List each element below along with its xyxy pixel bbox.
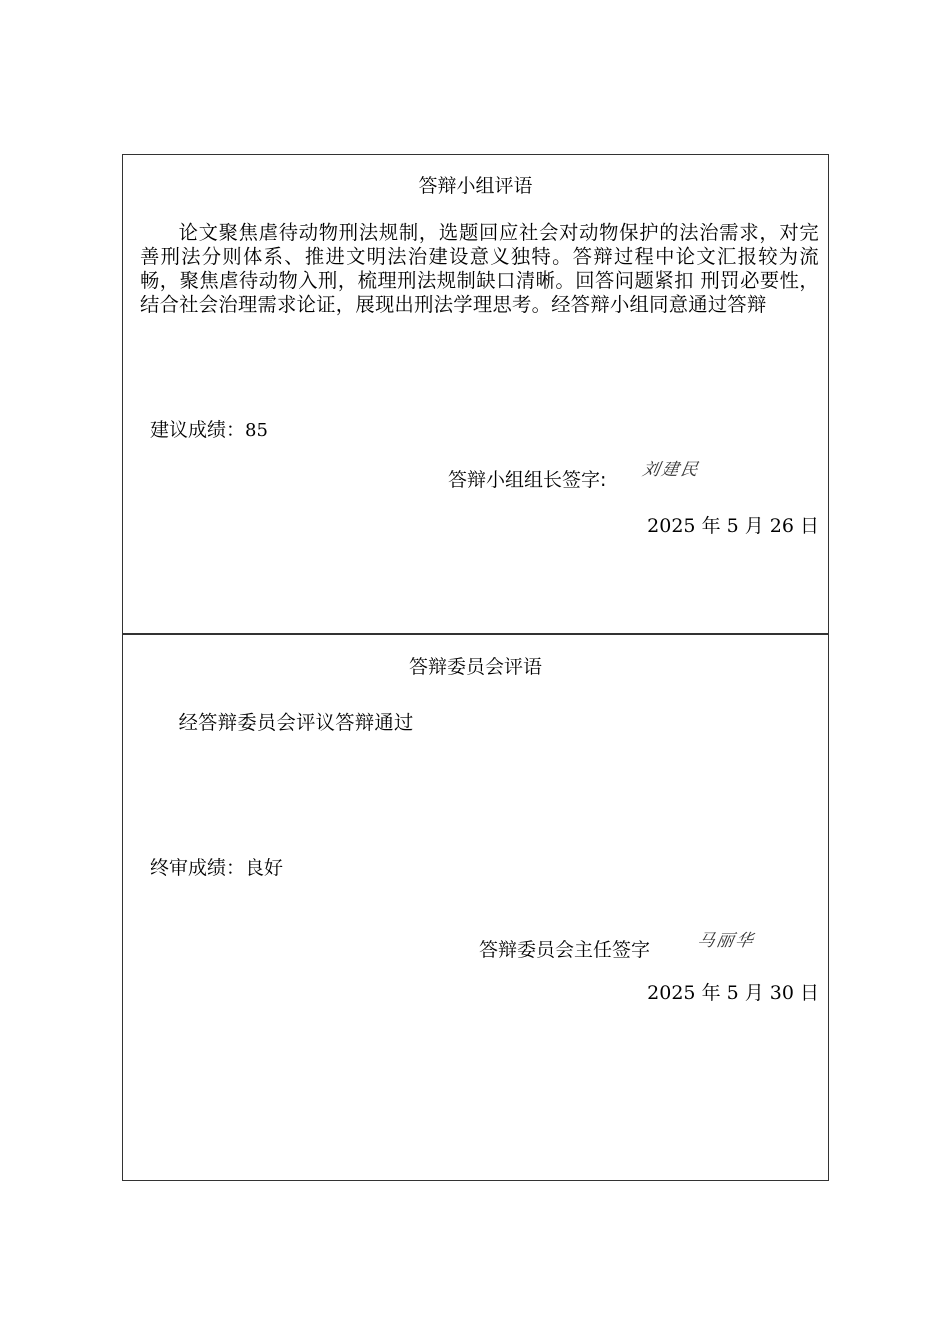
committee-chair-signature-label: 答辩委员会主任签字 [479,939,651,961]
committee-comment-text: 经答辩委员会评议答辩通过 [178,711,414,734]
committee-comment-section [122,633,829,1181]
group-comment-text: 论文聚焦虐待动物刑法规制，选题回应社会对动物保护的法治需求，对完善刑法分则体系、推进文明法治建设意义独特。答辩过程中论文汇报较为流畅，聚焦虐待动物入刑，梳理刑法规制缺口清晰。回答问题紧扣 刑罚必要性，结合社会治理需求论证，展现出刑法学理思考。经答辩小组同意通过答辩 [140,221,819,316]
suggested-grade [150,415,268,442]
group-date: 2025 年 5 月 26 日 [647,515,819,537]
group-comment-section [122,154,829,635]
group-leader-signature: 刘建民 [640,460,702,480]
final-grade: 终审成绩：良好 [150,857,284,879]
committee-chair-signature: 马丽华 [695,931,757,951]
suggested-grade-label: 建议成绩： [150,419,246,441]
group-leader-signature-label: 答辩小组组长签字: [448,469,607,491]
suggested-grade-value: 85 [245,420,268,441]
committee-comment-title: 答辩委员会评语 [408,656,542,678]
group-comment-title: 答辩小组评语 [418,175,533,197]
committee-date: 2025 年 5 月 30 日 [647,982,819,1004]
